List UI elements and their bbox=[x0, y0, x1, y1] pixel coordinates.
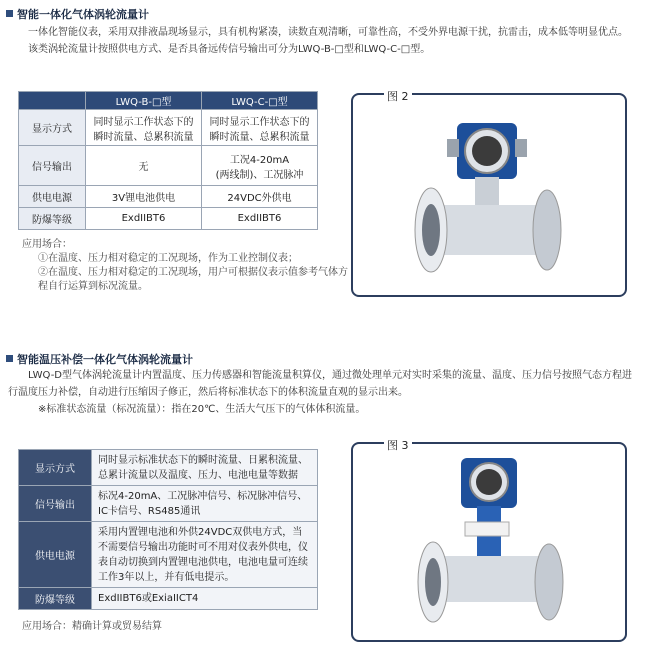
section2-title: 智能温压补偿一体化气体涡轮流量计 bbox=[6, 351, 193, 367]
section2-note: 应用场合：精确计算或贸易结算 bbox=[22, 621, 162, 632]
section1-para1: 一体化智能仪表，采用双排液晶现场显示，具有机构紧凑，读数直观清晰，可靠性高，不受外界电源干扰，抗雷击，成本低等明显优点。 bbox=[28, 27, 628, 38]
flowmeter-figure-3-icon bbox=[395, 452, 585, 632]
section1-para2: 该类涡轮流量计按照供电方式、是否具备远传信号输出可分为LWQ-B-□型和LWQ-C-□型。 bbox=[28, 44, 431, 55]
section2-spec-table bbox=[18, 449, 318, 610]
table-row: 信号输出 无 工况4-20mA (两线制)、工况脉冲 bbox=[19, 146, 318, 186]
table-row: 显示方式 同时显示工作状态下的瞬时流量、总累积流量 同时显示工作状态下的瞬时流量、总累积流量 bbox=[19, 110, 318, 146]
section1-notes bbox=[22, 238, 350, 294]
table-row: 供电电源 3V锂电池供电 24VDC外供电 bbox=[19, 186, 318, 208]
figure-3-label: 图 3 bbox=[384, 437, 412, 453]
section2-paragraphs bbox=[8, 367, 640, 418]
bullet-square-icon bbox=[6, 10, 13, 17]
section1-title: 智能一体化气体涡轮流量计 bbox=[6, 6, 149, 22]
table-row: 防爆等级 ExdIIBT6 ExdIIBT6 bbox=[19, 208, 318, 230]
section2-para1: LWQ-D型气体涡轮流量计内置温度、压力传感器和智能流量积算仪，通过微处理单元对实时采集的流量、温度、压力信号按照气态方程进行温度压力补偿，自动进行压缩因子修正，然后将标准状态下的体积流量直观的显示出来。 bbox=[8, 370, 632, 398]
bullet-square-icon bbox=[6, 355, 13, 362]
notes-title: 应用场合： bbox=[22, 239, 72, 250]
section2-para2: ※标准状态流量（标况流量）：指在20℃、生活大气压下的气体体积流量。 bbox=[38, 404, 366, 415]
flowmeter-figure-2-icon bbox=[395, 105, 585, 285]
table-row: 防爆等级 ExdIIBT6或ExiaIICT4 bbox=[19, 588, 318, 610]
table-row: 显示方式 同时显示标准状态下的瞬时流量、日累积流量、总累计流量以及温度、压力、电池电量等数据 bbox=[19, 450, 318, 486]
table-row: 信号输出 标况4-20mA、工况脉冲信号、标况脉冲信号、IC卡信号、RS485通讯 bbox=[19, 486, 318, 522]
table-header-empty bbox=[19, 92, 86, 110]
table-row: 供电电源 采用内置锂电池和外供24VDC双供电方式，当不需要信号输出功能时可不用对仪表外供电，仪表自动切换到内置锂电池供电，电池电量可连续工作3年以上，并有低电提示。 bbox=[19, 522, 318, 588]
section1-paragraphs bbox=[8, 24, 640, 58]
section1-spec-table bbox=[18, 91, 318, 230]
note-item: ①在温度、压力相对稳定的工况现场，作为工业控制仪表； bbox=[38, 253, 298, 264]
table-header-b: LWQ-B-□型 bbox=[86, 92, 202, 110]
table-header-c: LWQ-C-□型 bbox=[202, 92, 318, 110]
note-item: ②在温度、压力相对稳定的工况现场，用户可根据仪表示值参考气体方程自行运算到标况流量。 bbox=[38, 267, 348, 292]
figure-2-label: 图 2 bbox=[384, 88, 412, 104]
